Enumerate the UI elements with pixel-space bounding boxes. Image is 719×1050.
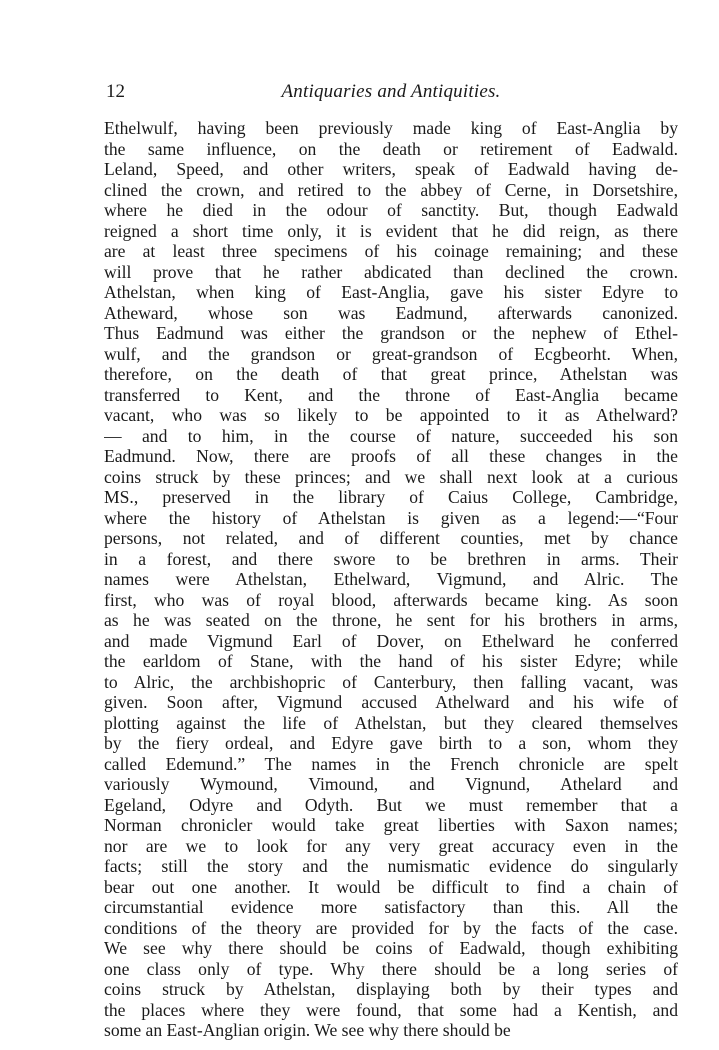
text-line: We see why there should be coins of Eadwald, though exhibiting	[104, 938, 678, 958]
text-line: Thus Eadmund was either the grandson or the nephew of Ethel-	[104, 323, 678, 343]
text-line: circumstantial evidence more satisfactory than this. All the	[104, 897, 678, 917]
text-line: given. Soon after, Vigmund accused Athelward and his wife of	[104, 692, 678, 712]
running-head: Antiquaries and Antiquities.	[281, 81, 501, 102]
text-line: where he died in the odour of sanctity. But, though Eadwald	[104, 200, 678, 220]
text-line: vacant, who was so likely to be appointed to it as Athelward?	[104, 405, 678, 425]
text-line: nor are we to look for any very great accuracy even in the	[104, 835, 678, 856]
text-line: Eadmund. Now, there are proofs of all these changes in the	[104, 446, 678, 466]
text-line: Leland, Speed, and other writers, speak of Eadwald having de-	[104, 159, 678, 179]
text-line: Norman chronicler would take great liberties with Saxon names;	[104, 815, 678, 835]
text-line: one class only of type. Why there should be a long series of	[104, 958, 678, 979]
text-line: the same influence, on the death or retirement of Eadwald.	[104, 138, 678, 159]
text-line: facts; still the story and the numismatic evidence do singularly	[104, 856, 678, 876]
text-line: Ethelwulf, having been previously made king of East-Anglia by	[104, 118, 678, 138]
text-line: where the history of Athelstan is given as a legend:—“Four	[104, 507, 678, 528]
text-line: the earldom of Stane, with the hand of his sister Edyre; while	[104, 651, 678, 671]
text-line: in a forest, and there swore to be brethren in arms. Their	[104, 548, 678, 569]
text-line: called Edemund.” The names in the French chronicle are spelt	[104, 753, 678, 774]
text-line: — and to him, in the course of nature, succeeded his son	[104, 425, 678, 446]
text-line: variously Wymound, Vimound, and Vignund, Athelard and	[104, 774, 678, 794]
text-line: are at least three specimens of his coinage remaining; and these	[104, 241, 678, 261]
text-line: by the fiery ordeal, and Edyre gave birth to a son, whom they	[104, 733, 678, 753]
page-number: 12	[106, 81, 125, 102]
text-line: MS., preserved in the library of Caius College, Cambridge,	[104, 487, 678, 507]
text-line: to Alric, the archbishopric of Canterbury, then falling vacant, was	[104, 671, 678, 692]
text-line: persons, not related, and of different counties, met by chance	[104, 528, 678, 548]
text-line: transferred to Kent, and the throne of East-Anglia became	[104, 384, 678, 405]
text-line: therefore, on the death of that great prince, Athelstan was	[104, 364, 678, 384]
body-text	[104, 118, 678, 1041]
text-line: Atheward, whose son was Eadmund, afterwards canonized.	[104, 302, 678, 323]
text-line: bear out one another. It would be difficult to find a chain of	[104, 876, 678, 897]
text-line: Egeland, Odyre and Odyth. But we must remember that a	[104, 794, 678, 815]
text-line: as he was seated on the throne, he sent for his brothers in arms,	[104, 610, 678, 630]
text-line: coins struck by Athelstan, displaying both by their types and	[104, 979, 678, 999]
text-line: and made Vigmund Earl of Dover, on Ethelward he conferred	[104, 630, 678, 651]
text-line: the places where they were found, that some had a Kentish, and	[104, 999, 678, 1020]
page-header	[104, 80, 678, 106]
text-line: names were Athelstan, Ethelward, Vigmund, and Alric. The	[104, 569, 678, 589]
text-line: will prove that he rather abdicated than declined the crown.	[104, 261, 678, 282]
text-line: reigned a short time only, it is evident that he did reign, as there	[104, 220, 678, 241]
text-line: wulf, and the grandson or great-grandson of Ecgbeorht. When,	[104, 343, 678, 364]
text-line: some an East-Anglian origin. We see why there should be	[104, 1020, 511, 1040]
text-line: coins struck by these princes; and we shall next look at a curious	[104, 466, 678, 487]
text-line: conditions of the theory are provided for by the facts of the case.	[104, 917, 678, 938]
text-line: plotting against the life of Athelstan, but they cleared themselves	[104, 712, 678, 733]
text-line: Athelstan, when king of East-Anglia, gave his sister Edyre to	[104, 282, 678, 302]
text-line: first, who was of royal blood, afterwards became king. As soon	[104, 589, 678, 610]
text-line: clined the crown, and retired to the abbey of Cerne, in Dorsetshire,	[104, 179, 678, 200]
